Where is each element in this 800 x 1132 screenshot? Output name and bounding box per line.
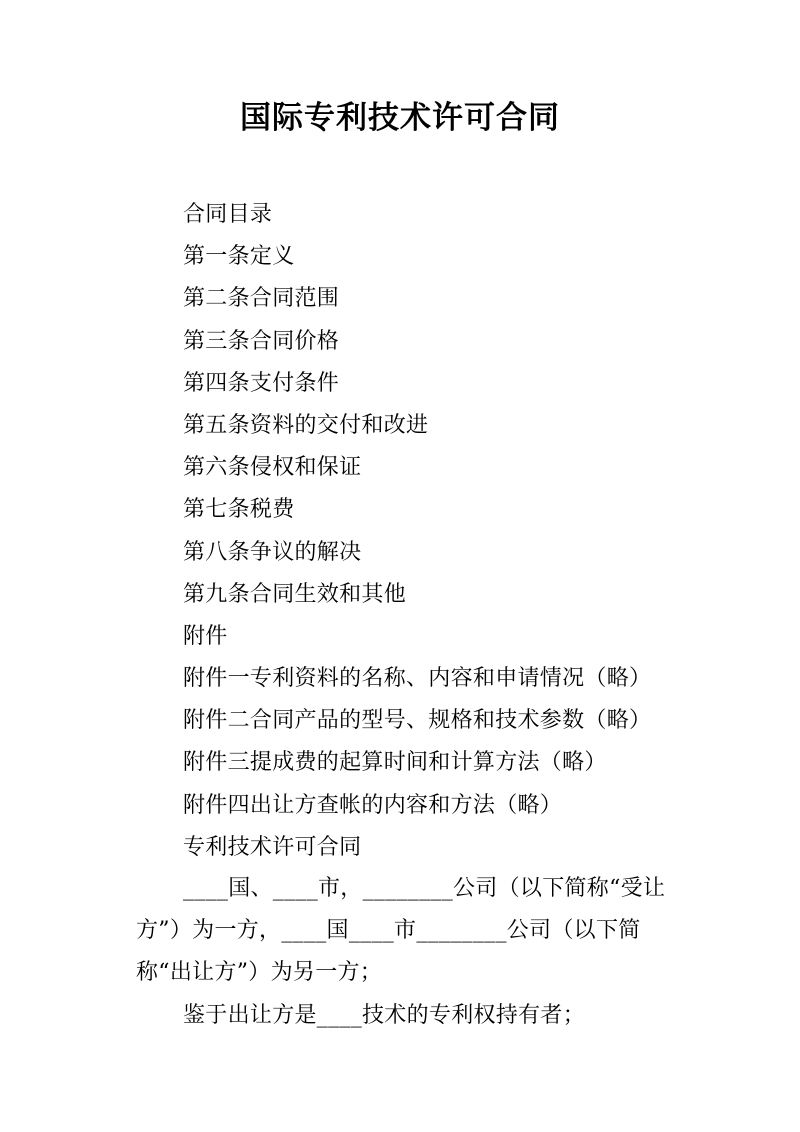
toc-item: 第三条合同价格 xyxy=(183,328,340,354)
toc-item: 专利技术许可合同 xyxy=(183,834,362,860)
document-title: 国际专利技术许可合同 xyxy=(240,100,560,136)
toc-item: 附件四出让方查帐的内容和方法（略） xyxy=(183,792,563,818)
contract-body xyxy=(136,868,672,1037)
toc-item: 附件一专利资料的名称、内容和申请情况（略） xyxy=(183,666,652,692)
toc-item: 第四条支付条件 xyxy=(183,370,340,396)
contract-paragraph-parties: ____国、____市，________公司（以下简称“受让方”）为一方，____国____市________公司（以下简称“出让方”）为另一方； xyxy=(136,876,666,986)
contract-paragraph-whereas: 鉴于出让方是____技术的专利权持有者； xyxy=(183,1002,586,1028)
table-of-contents xyxy=(183,194,651,869)
toc-item: 合同目录 xyxy=(183,202,273,227)
toc-item: 附件二合同产品的型号、规格和技术参数（略） xyxy=(183,708,652,734)
toc-item: 第二条合同范围 xyxy=(183,286,340,312)
toc-item: 附件 xyxy=(183,623,228,649)
toc-item: 第六条侵权和保证 xyxy=(183,455,362,481)
toc-item: 第八条争议的解决 xyxy=(183,539,362,565)
toc-item: 第五条资料的交付和改进 xyxy=(183,412,429,438)
toc-item: 第九条合同生效和其他 xyxy=(183,581,407,607)
toc-item: 附件三提成费的起算时间和计算方法（略） xyxy=(183,750,607,776)
toc-item: 第七条税费 xyxy=(183,497,295,523)
toc-item: 第一条定义 xyxy=(183,244,295,270)
